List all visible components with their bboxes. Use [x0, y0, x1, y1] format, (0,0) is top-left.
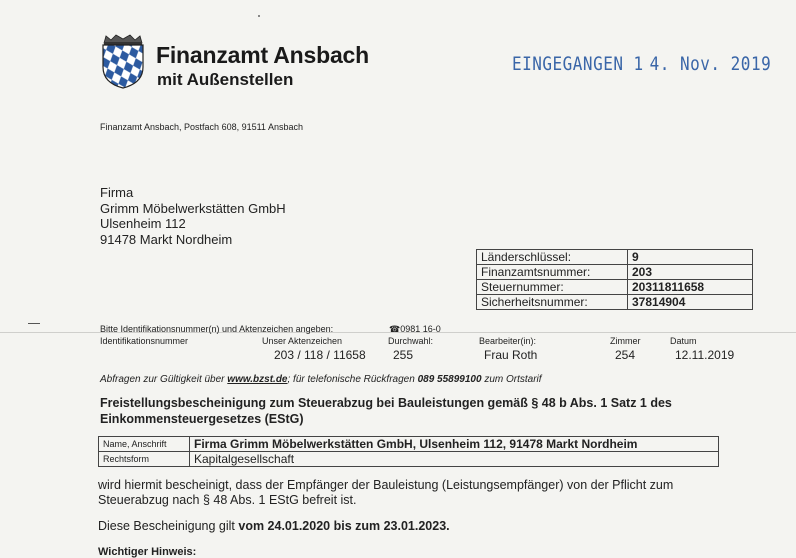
notice-text: zum Ortstarif: [481, 374, 542, 385]
table-row: [99, 437, 719, 452]
name-label: Name, Anschrift: [99, 437, 190, 452]
id-value: 20311811658: [628, 280, 753, 295]
notice-text: Abfragen zur Gültigkeit über: [100, 374, 228, 385]
table-row: [99, 452, 719, 467]
stamp-day: 1: [633, 52, 644, 75]
id-value: 9: [628, 250, 753, 265]
hint-heading: Wichtiger Hinweis:: [98, 546, 197, 558]
bzst-link[interactable]: www.bzst.de: [227, 374, 288, 385]
id-value: 37814904: [628, 295, 753, 310]
punch-mark: [28, 323, 40, 324]
aktenzeichen-value: 203 / 118 / 11658: [274, 348, 366, 362]
notice-phone: 089 55899100: [417, 374, 482, 385]
org-subtitle: mit Außenstellen: [157, 70, 294, 89]
form-value: Kapitalgesellschaft: [190, 452, 719, 467]
table-row: [477, 295, 753, 310]
recipient-line: 91478 Markt Nordheim: [100, 231, 233, 247]
zimmer-label: Zimmer: [610, 336, 641, 346]
datum-value: 12.11.2019: [675, 348, 735, 362]
org-name: Finanzamt Ansbach: [156, 42, 369, 68]
id-label: Länderschlüssel:: [477, 250, 628, 265]
recipient-line: Grimm Möbelwerkstätten GmbH: [100, 200, 286, 216]
name-table: [98, 436, 719, 467]
telephone-icon: ☎: [389, 324, 401, 334]
stamp-date: 4. Nov. 2019: [649, 52, 772, 75]
durchwahl-value: 255: [393, 348, 414, 362]
reference-instruction: Bitte Identifikationsnummer(n) und Aktenzeichen angeben:: [100, 324, 334, 334]
table-row: [477, 265, 753, 280]
validity-prefix: Diese Bescheinigung gilt: [98, 519, 239, 533]
id-table: [476, 249, 753, 310]
table-row: [477, 280, 753, 295]
id-label: Finanzamtsnummer:: [477, 265, 628, 280]
table-row: [477, 250, 753, 265]
zimmer-value: 254: [615, 348, 636, 362]
name-value: Firma Grimm Möbelwerkstätten GmbH, Ulsenheim 112, 91478 Markt Nordheim: [190, 437, 719, 452]
bearbeiter-label: Bearbeiter(in):: [479, 336, 537, 346]
id-value: 203: [628, 265, 753, 280]
id-label: Steuernummer:: [477, 280, 628, 295]
bearbeiter-value: Frau Roth: [484, 348, 538, 362]
recipient-address: [100, 185, 286, 247]
id-number-label: Identifikationsnummer: [100, 336, 189, 346]
validity-dates: vom 24.01.2020 bis zum 23.01.2023.: [238, 519, 450, 533]
sender-line: Finanzamt Ansbach, Postfach 608, 91511 Ansbach: [100, 122, 303, 132]
paper-speck: [258, 15, 260, 17]
received-stamp: [512, 53, 771, 75]
id-label: Sicherheitsnummer:: [477, 295, 628, 310]
aktenzeichen-label: Unser Aktenzeichen: [262, 336, 343, 346]
exemption-text: wird hiermit bescheinigt, dass der Empfänger der Bauleistung (Leistungsempfänger) von der Pflicht zum Steuerabzug nach § 48 Abs. 1 EStG befreit ist.: [98, 478, 674, 507]
bavarian-crest-icon: [100, 33, 146, 89]
validity-notice: [100, 374, 542, 385]
validity-period: [98, 519, 450, 533]
stamp-label: EINGEGANGEN: [512, 52, 624, 75]
recipient-line: Ulsenheim 112: [100, 216, 186, 231]
phone-block: [389, 324, 441, 335]
form-label: Rechtsform: [99, 452, 190, 467]
phone-number: 0981 16-0: [400, 324, 441, 334]
notice-text: ; für telefonische Rückfragen: [287, 374, 418, 385]
datum-label: Datum: [670, 336, 697, 346]
document-heading: Freistellungsbescheinigung zum Steuerabzug bei Bauleistungen gemäß § 48 b Abs. 1 Satz 1 des Einkommensteuergesetzes (EStG): [100, 396, 672, 426]
durchwahl-label: Durchwahl:: [388, 336, 434, 346]
recipient-line: Firma: [100, 185, 134, 200]
